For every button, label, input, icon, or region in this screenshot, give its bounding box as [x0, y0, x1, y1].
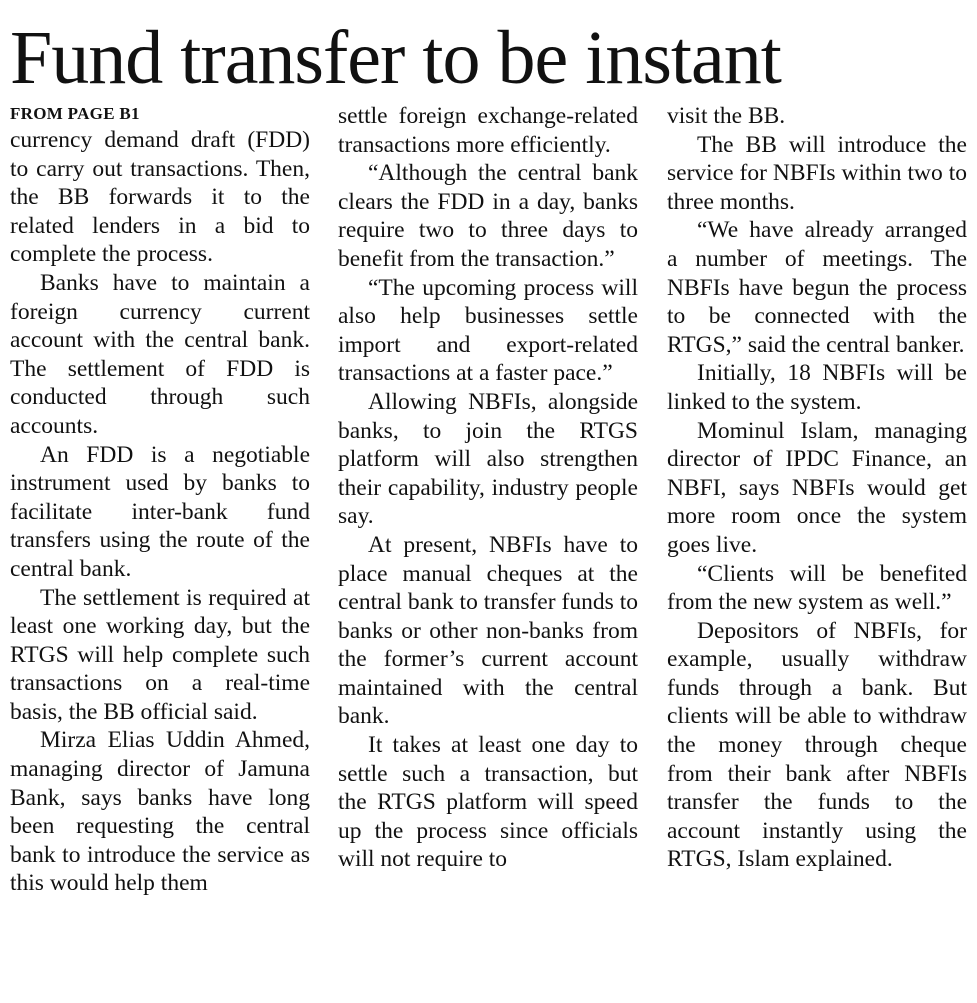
paragraph: Depositors of NBFIs, for example, usually withdraw funds through a bank. But clients will be able to withdraw the money through cheque from their bank after NBFIs transfer the funds to the account instantly using the RTGS, Islam explained.: [667, 617, 967, 873]
article-column-3: [667, 102, 967, 992]
paragraph: It takes at least one day to settle such a transaction, but the RTGS platform will speed up the process since officials will not require to: [338, 732, 638, 873]
paragraph: “Although the central bank clears the FDD in a day, banks require two to three days to benefit from the transaction.”: [338, 160, 638, 272]
paragraph: “Clients will be benefited from the new system as well.”: [667, 560, 967, 616]
jump-line: FROM PAGE B1: [10, 104, 140, 123]
paragraph: currency demand draft (FDD) to carry out transactions. Then, the BB forwards it to the related lenders in a bid to complete the process.: [10, 127, 310, 268]
paragraph: Allowing NBFIs, alongside banks, to join the RTGS platform will also strengthen their capability, industry people say.: [338, 388, 638, 530]
paragraph: At present, NBFIs have to place manual cheques at the central bank to transfer funds to banks or other non-banks from the former’s current account maintained with the central bank.: [338, 531, 638, 730]
paragraph: visit the BB.: [667, 103, 786, 129]
paragraph: “The upcoming process will also help businesses settle import and export-related transactions at a faster pace.”: [338, 274, 638, 387]
paragraph: An FDD is a negotiable instrument used by banks to facilitate inter-bank fund transfers using the route of the central bank.: [10, 441, 310, 582]
paragraph: The settlement is required at least one working day, but the RTGS will help complete such transactions on a real-time basis, the BB official said.: [10, 584, 310, 725]
paragraph: Mominul Islam, managing director of IPDC Finance, an NBFI, says NBFIs would get more room once the system goes live.: [667, 417, 967, 558]
paragraph: Mirza Elias Uddin Ahmed, managing director of Jamuna Bank, says banks have long been requesting the central bank to introduce the service as this would help them: [10, 727, 310, 897]
paragraph: The BB will introduce the service for NBFIs within two to three months.: [667, 131, 967, 215]
article-column-1: [10, 102, 310, 992]
paragraph: Initially, 18 NBFIs will be linked to the system.: [667, 360, 967, 415]
headline: Fund transfer to be instant: [10, 16, 781, 100]
paragraph: settle foreign exchange-related transactions more efficiently.: [338, 103, 638, 158]
paragraph: “We have already arranged a number of meetings. The NBFIs have begun the process to be connected with the RTGS,” said the central banker.: [667, 217, 967, 358]
article-column-2: [338, 102, 638, 992]
paragraph: Banks have to maintain a foreign currency current account with the central bank. The settlement of FDD is conducted through such accounts.: [10, 269, 310, 439]
